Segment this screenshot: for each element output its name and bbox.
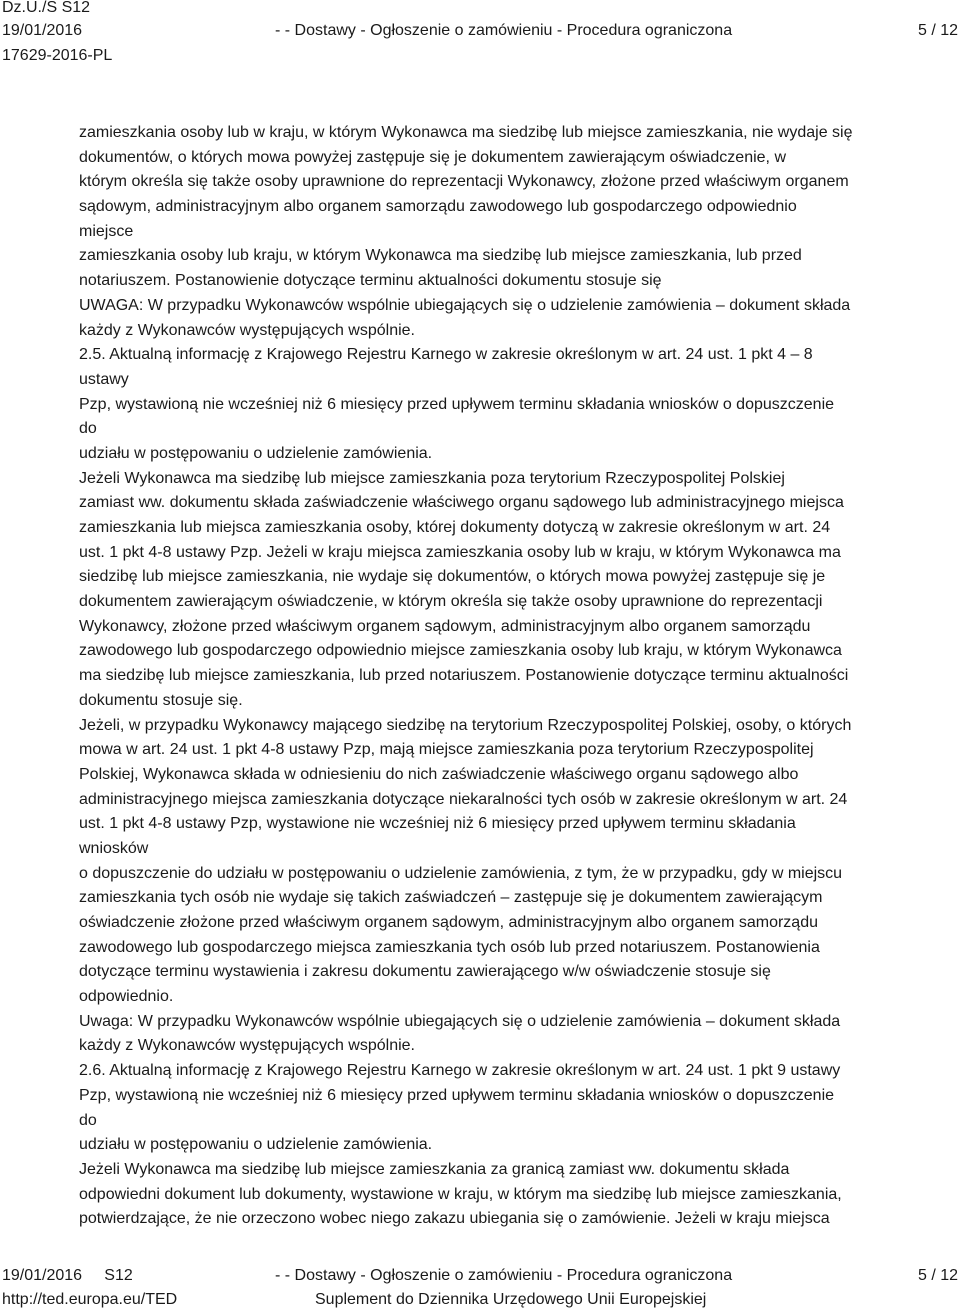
body-line: mowa w art. 24 ust. 1 pkt 4-8 ustawy Pzp, mają miejsce zamieszkania poza terytorium Rzeczypospolitej [79, 741, 814, 759]
body-line: UWAGA: W przypadku Wykonawców wspólnie ubiegających się o udzielenie zamówienia – dokument składa [79, 296, 851, 314]
body-line: zamieszkania osoby lub kraju, w którym Wykonawca ma siedzibę lub miejsce zamieszkania, lub przed [79, 247, 802, 265]
body-line: miejsce [79, 222, 134, 240]
body-line: udziału w postępowaniu o udzielenie zamówienia. [79, 444, 433, 462]
body-line: wniosków [79, 839, 149, 857]
body-line: do [79, 420, 97, 438]
body-line: Wykonawcy, złożone przed właściwym organem sądowym, administracyjnym albo organem samorządu [79, 617, 811, 635]
body-line: do [79, 1111, 97, 1129]
body-line: notariuszem. Postanowienie dotyczące terminu aktualności dokumentu stosuje się [79, 272, 662, 290]
body-line: odpowiedni dokument lub dokumenty, wystawione w kraju, w którym ma siedzibę lub miejsce zamieszkania, [79, 1185, 842, 1203]
body-line: zawodowego lub gospodarczego miejsca zamieszkania tych osób lub przed notariuszem. Postanowienia [79, 938, 820, 956]
body-line: sądowym, administracyjnym albo organem samorządu zawodowego lub gospodarczego odpowiednio [79, 198, 797, 216]
header-date: 19/01/2016 [2, 22, 83, 39]
body-line: dokumentu stosuje się. [79, 691, 243, 709]
body-line: Uwaga: W przypadku Wykonawców wspólnie ubiegających się o udzielenie zamówienia – dokument składa [79, 1012, 841, 1030]
body-line: zamiast ww. dokumentu składa zaświadczenie właściwego organu sądowego lub administracyjnego miejsca [79, 494, 844, 512]
footer-ted-link[interactable]: http://ted.europa.eu/TED [2, 1291, 178, 1308]
body-line: każdy z Wykonawców występujących wspólnie. [79, 1037, 415, 1055]
body-line: Polskiej, Wykonawca składa w odniesieniu do nich zaświadczenie właściwego organu sądowego albo [79, 765, 799, 783]
body-line: siedzibę lub miejsce zamieszkania, nie wydaje się dokumentów, o których mowa powyżej zastępuje się je [79, 568, 826, 586]
body-line: Jeżeli Wykonawca ma siedzibę lub miejsce zamieszkania za granicą zamiast ww. dokumentu składa [79, 1160, 790, 1178]
document-body [79, 121, 949, 1232]
body-line: 2.5. Aktualną informację z Krajowego Rejestru Karnego w zakresie określonym w art. 24 ust. 1 pkt 4 – 8 [79, 346, 813, 364]
body-line: o dopuszczenie do udziału w postępowaniu o udzielenie zamówienia, z tym, że w przypadku, gdy w miejscu [79, 864, 843, 882]
header-page-number: 5 / 12 [917, 22, 958, 39]
footer-supplement-title: Suplement do Dziennika Urzędowego Unii Europejskiej [315, 1291, 707, 1308]
body-line: zamieszkania lub miejsca zamieszkania osoby, której dokumenty dotyczą w zakresie określonym w art. 24 [79, 519, 831, 536]
body-line: dokumentem zawierającym oświadczenie, w którym określa się także osoby uprawnione do reprezentacji [79, 593, 823, 611]
body-line: ust. 1 pkt 4-8 ustawy Pzp, wystawione nie wcześniej niż 6 miesięcy przed upływem terminu składania [79, 815, 796, 833]
body-line: 2.6. Aktualną informację z Krajowego Rejestru Karnego w zakresie określonym w art. 24 ust. 1 pkt 9 ustawy [79, 1062, 841, 1080]
body-line: zamieszkania osoby lub w kraju, w którym Wykonawca ma siedzibę lub miejsce zamieszkania, nie wydaje się [79, 124, 853, 141]
body-line: ma siedzibę lub miejsce zamieszkania, lub przed notariuszem. Postanowienie dotyczące terminu aktualności [79, 667, 849, 685]
body-line: Pzp, wystawioną nie wcześniej niż 6 miesięcy przed upływem terminu składania wniosków o dopuszczenie [79, 395, 835, 413]
body-line: oświadczenie złożone przed właściwym organem sądowym, administracyjnym albo organem samorządu [79, 914, 818, 931]
footer-page-number: 5 / 12 [917, 1267, 958, 1284]
body-line: zawodowego lub gospodarczego odpowiednio miejsce zamieszkania osoby lub kraju, w którym Wykonawca [79, 642, 842, 660]
body-line: potwierdzające, że nie orzeczono wobec niego zakazu ubiegania się o zamówienie. Jeżeli w kraju miejsca [79, 1210, 830, 1228]
body-line: każdy z Wykonawców występujących wspólnie. [79, 321, 415, 339]
body-line: ust. 1 pkt 4-8 ustawy Pzp. Jeżeli w kraju miejsca zamieszkania osoby lub w kraju, w którym Wykonawca ma [79, 543, 841, 561]
body-line: Pzp, wystawioną nie wcześniej niż 6 miesięcy przed upływem terminu składania wniosków o dopuszczenie [79, 1086, 835, 1104]
body-line: dokumentów, o których mowa powyżej zastępuje się je dokumentem zawierającym oświadczenie, w [79, 148, 786, 166]
body-line: zamieszkania tych osób nie wydaje się takich zaświadczeń – zastępuje się je dokumentem zawierającym [79, 889, 823, 907]
body-line: odpowiednio. [79, 988, 174, 1006]
header-journal-ref: Dz.U./S S12 [2, 0, 91, 16]
body-line: Jeżeli Wykonawca ma siedzibę lub miejsce zamieszkania poza terytorium Rzeczypospolitej Polskiej [79, 469, 785, 487]
body-line: którym określa się także osoby uprawnione do reprezentacji Wykonawcy, złożone przed właściwym organem [79, 173, 849, 191]
header-notice-number: 17629-2016-PL [2, 47, 113, 64]
body-line: udziału w postępowaniu o udzielenie zamówienia. [79, 1136, 433, 1154]
body-line: dotyczące terminu wystawienia i zakresu dokumentu zawierającego w/w oświadczenie stosuje się [79, 963, 771, 981]
body-line: Jeżeli, w przypadku Wykonawcy mającego siedzibę na terytorium Rzeczypospolitej Polskiej, osoby, o których [79, 716, 852, 734]
footer-notice-title: - - Dostawy - Ogłoszenie o zamówieniu - Procedura ograniczona [275, 1267, 733, 1284]
body-line: administracyjnego miejsca zamieszkania dotyczące niekaralności tych osób w zakresie określonym w art. 24 [79, 790, 848, 808]
footer-date-series: 19/01/2016 S12 [2, 1267, 133, 1284]
body-line: ustawy [79, 370, 129, 388]
header-notice-title: - - Dostawy - Ogłoszenie o zamówieniu - Procedura ograniczona [275, 22, 733, 39]
